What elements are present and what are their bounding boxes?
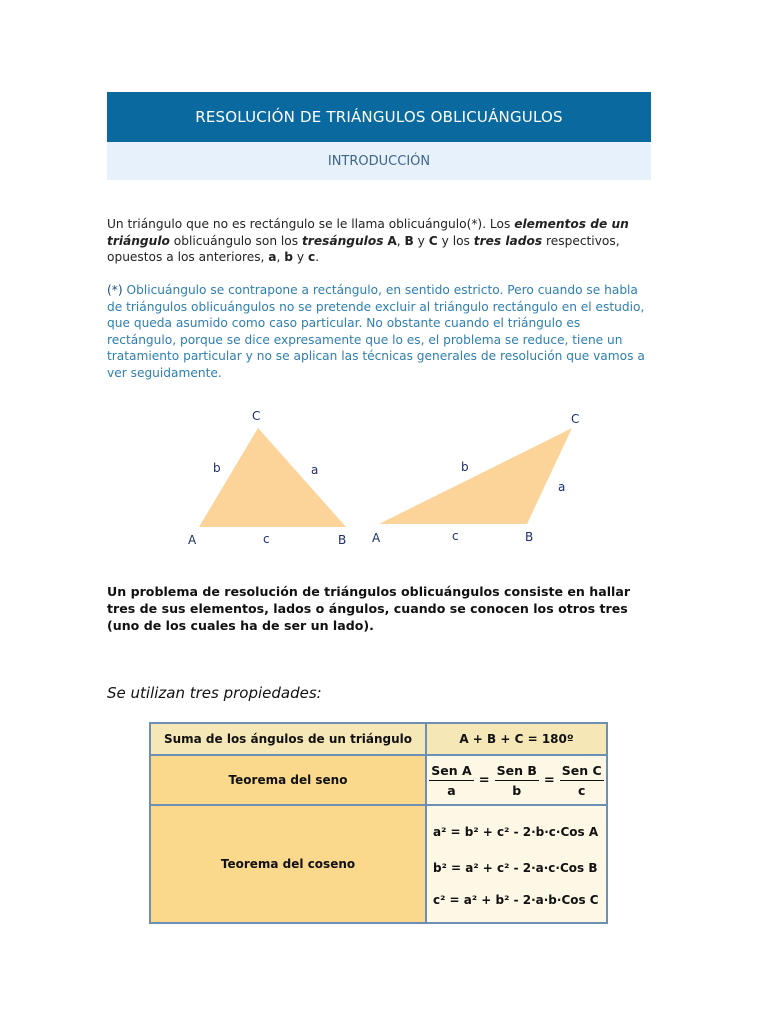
page-header [107,92,651,142]
table-row [150,755,607,805]
left-vertex-b: B [338,533,347,547]
properties-table [149,722,608,924]
angle-sum-formula: A + B + C = 180º [426,723,607,755]
sine-law-formula: $\frac{\text{Sen A}}{a}$ = $\frac{\text{Sen B}}{b}$ = $\frac{\text{Sen C}}{c}$ [426,755,607,805]
fraction: $\frac{\text{Sen C}}{c}$ [561,762,602,798]
note-paragraph [107,282,652,381]
cosine-law-formulas [426,805,607,923]
right-side-b: b [461,460,469,474]
left-side-a: a [311,463,319,477]
left-side-b: b [213,461,221,475]
right-vertex-a: A [372,531,381,545]
properties-heading: Se utilizan tres propiedades: [107,684,322,702]
cosine-law-a: a² = b² + c² - 2·b·c·Cos A [433,824,599,839]
right-side-c: c [452,529,459,543]
left-triangle [199,428,346,527]
table-row [150,805,607,923]
intro-paragraph: Un triángulo que no es rectángulo se le llama oblicuángulo(*). Los elementos de un triángulo oblicuángulo son los tresángulos A, B y C y los tres lados respectivos, opuestos a los anteriores, a, b y c. [107,217,629,264]
cosine-law-label: Teorema del coseno [150,805,426,923]
note-marker: (*) [107,283,123,297]
fraction: $\frac{\text{Sen A}}{a}$ [431,762,472,798]
page-title: RESOLUCIÓN DE TRIÁNGULOS OBLICUÁNGULOS [195,108,563,126]
section-header [107,142,651,180]
fraction: $\frac{\text{Sen B}}{b}$ [496,762,537,798]
right-vertex-c: C [571,412,580,426]
triangles-figure [180,400,600,560]
right-vertex-b: B [525,530,534,544]
right-side-a: a [558,480,566,494]
cosine-law-c: c² = a² + b² - 2·a·b·Cos C [433,892,599,907]
note-text: Oblicuángulo se contrapone a rectángulo, en sentido estricto. Pero cuando se habla de triángulos oblicuángulos no se pretende excluir al triángulo rectángulo en el estudio, que queda asumido como caso particular. No obstante cuando el triángulo es rectángulo, porque se dice expresamente que lo es, el problema se reduce, tiene un tratamiento particular y no se aplican las técnicas generales de resolución que vamos a ver seguidamente. [107,283,645,380]
table-row [150,723,607,755]
left-vertex-a: A [188,533,197,547]
sine-law-label: Teorema del seno [150,755,426,805]
section-title: INTRODUCCIÓN [327,153,431,169]
cosine-law-b: b² = a² + c² - 2·a·c·Cos B [433,860,598,875]
right-triangle [379,428,572,524]
angle-sum-label: Suma de los ángulos de un triángulo [150,723,426,755]
left-side-c: c [263,532,270,546]
left-vertex-c: C [252,409,261,423]
problem-paragraph: Un problema de resolución de triángulos oblicuángulos consiste en hallar tres de sus elementos, lados o ángulos, cuando se conocen los otros tres (uno de los cuales ha de ser un lado). [107,584,631,633]
